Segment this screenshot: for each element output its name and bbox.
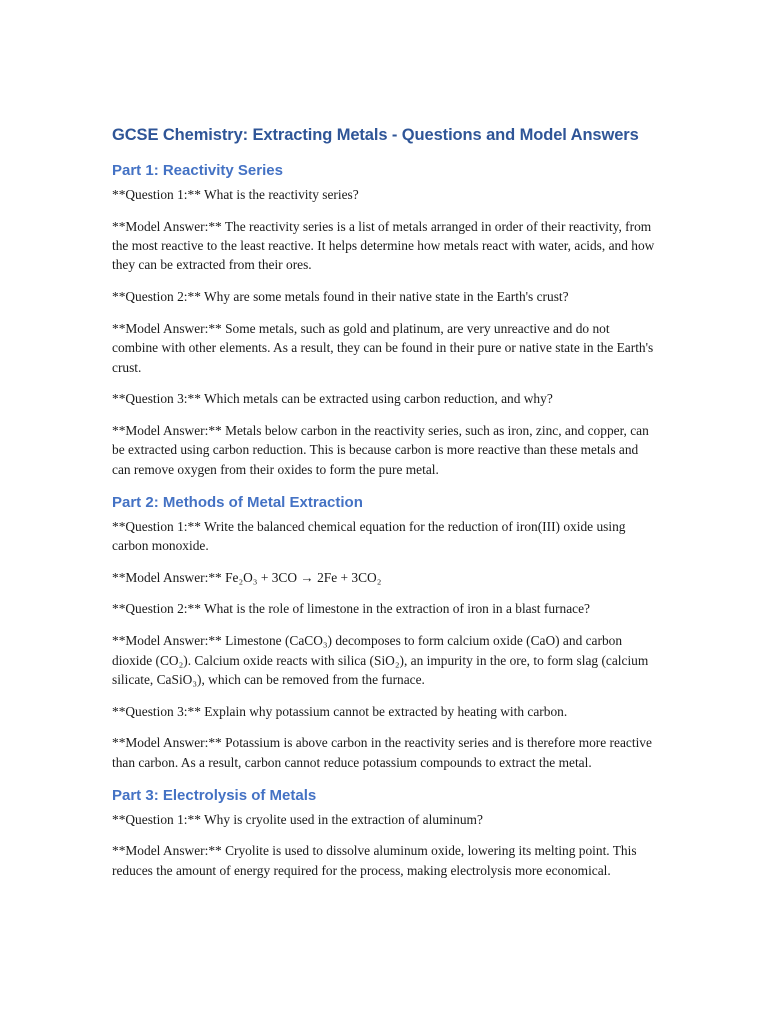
section-methods-of-extraction — [112, 492, 656, 772]
page-title: GCSE Chemistry: Extracting Metals - Questions and Model Answers — [112, 126, 639, 144]
answer-paragraph: **Model Answer:** Cryolite is used to dissolve aluminum oxide, lowering its melting point. This reduces the amount of energy required for the process, making electrolysis more economical. — [112, 843, 637, 878]
answer-paragraph: **Model Answer:** Some metals, such as gold and platinum, are very unreactive and do not combine with other elements. As a result, they can be found in their pure or native state in the Earth's crust. — [112, 320, 654, 375]
question-paragraph: **Question 3:** Which metals can be extracted using carbon reduction, and why? — [112, 391, 553, 407]
section-heading: Part 3: Electrolysis of Metals — [112, 786, 317, 804]
question-paragraph: **Question 3:** Explain why potassium cannot be extracted by heating with carbon. — [112, 703, 568, 719]
question-paragraph: **Question 1:** Why is cryolite used in the extraction of aluminum? — [112, 811, 483, 827]
section-electrolysis — [112, 785, 656, 880]
answer-paragraph: **Model Answer:** Limestone (CaCO₃) decomposes to form calcium oxide (CaO) and carbon dioxide (CO₂). Calcium oxide reacts with silica (SiO₂), an impurity in the ore, to form slag (calcium silicate, CaSiO₃), which can be removed from the furnace. — [112, 633, 649, 687]
question-paragraph: **Question 2:** What is the role of limestone in the extraction of iron in a blast furnace? — [112, 601, 590, 617]
section-reactivity-series — [112, 160, 656, 479]
answer-paragraph: **Model Answer:** Metals below carbon in the reactivity series, such as iron, zinc, and copper, can be extracted using carbon reduction. This is because carbon is more reactive than these metals and can remove oxygen from their oxides to form the pure metal. — [112, 423, 649, 477]
answer-paragraph: **Model Answer:** Fe₂O₃ + 3CO → 2Fe + 3CO₂ — [112, 569, 382, 585]
question-paragraph: **Question 1:** What is the reactivity series? — [112, 187, 359, 202]
question-paragraph: **Question 2:** Why are some metals found in their native state in the Earth's crust? — [112, 289, 569, 305]
question-paragraph: **Question 1:** Write the balanced chemical equation for the reduction of iron(III) oxide using carbon monoxide. — [112, 518, 626, 553]
section-heading: Part 2: Methods of Metal Extraction — [112, 493, 363, 511]
answer-paragraph: **Model Answer:** Potassium is above carbon in the reactivity series and is therefore more reactive than carbon. As a result, carbon cannot reduce potassium compounds to extract the metal. — [112, 735, 652, 770]
answer-paragraph: **Model Answer:** The reactivity series is a list of metals arranged in order of their reactivity, from the most reactive to the least reactive. It helps determine how metals react with water, acids, and how they can be extracted from their ores. — [112, 218, 655, 273]
section-heading: Part 1: Reactivity Series — [112, 162, 283, 179]
